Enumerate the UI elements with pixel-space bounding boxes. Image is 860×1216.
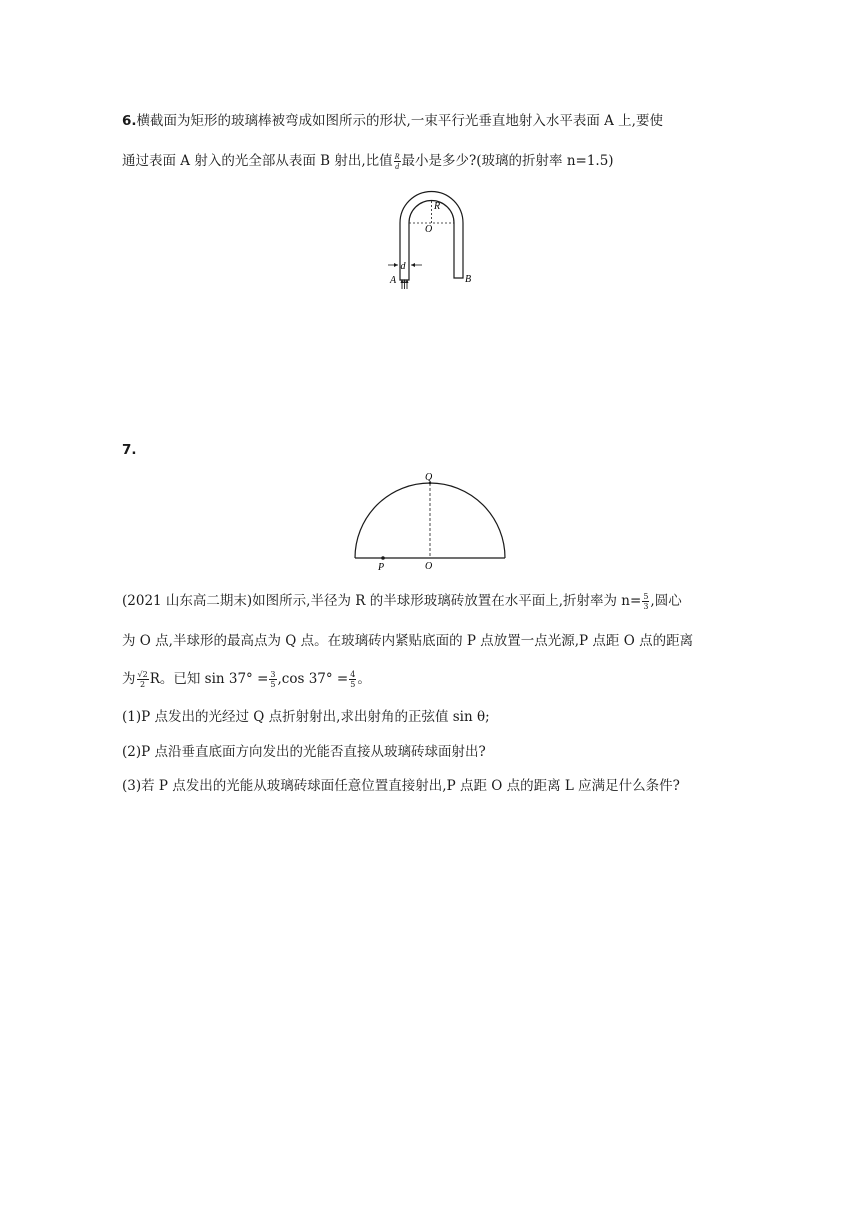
q7-text-3b: R。已知 sin 37° = [149,671,269,687]
q7-sub1-text: (1)P 点发出的光经过 Q 点折射射出,求出射角的正弦值 sin θ; [122,709,490,725]
q6-fig-label-O: O [425,224,433,235]
q7-text-3c: ,cos 37° = [277,671,349,687]
q6-line1 [122,112,663,130]
q7-sub2 [122,743,486,761]
q7-text-2: 为 O 点,半球形的最高点为 Q 点。在玻璃砖内紧贴底面的 P 点放置一点光源,P 点距 O 点的距离 [122,633,694,649]
q6-ratio-fraction: $\frac{R}{d}$ [394,152,400,171]
q7-text-3d: 。 [357,671,371,687]
q6-line2 [122,152,614,171]
q7-fig-label-P: P [378,562,385,573]
q7-text-3a: 为 [122,671,136,687]
q6-fig-label-B: B [465,274,472,285]
q7-text-1b: ,圆心 [650,593,682,609]
q7-fig-label-Q: Q [425,472,433,483]
q6-fig-label-d: d [400,261,406,272]
q7-text-1a: (2021 山东高二期末)如图所示,半径为 R 的半球形玻璃砖放置在水平面上,折射率为 n= [122,593,642,609]
q7-sub2-text: (2)P 点沿垂直底面方向发出的光能否直接从玻璃砖球面射出? [122,744,486,760]
q7-line2 [122,632,693,650]
q6-text-2a: 通过表面 A 射入的光全部从表面 B 射出,比值 [122,153,393,169]
q7-line1 [122,592,682,611]
q7-sub3 [122,777,680,795]
q7-sin-fraction: $\frac{3}{5}$ [270,670,276,689]
q6-figure-bent-glass-rod [380,185,490,295]
q6-text-1: 横截面为矩形的玻璃棒被弯成如图所示的形状,一束平行光垂直地射入水平表面 A 上,要使 [136,113,663,129]
q7-fig-label-O: O [425,561,433,572]
q7-distance-fraction: $\frac{√2}{2}$ [137,670,148,689]
q7-sub3-text: (3)若 P 点发出的光能从玻璃砖球面任意位置直接射出,P 点距 O 点的距离 L 应满足什么条件? [122,778,680,794]
q6-text-2b: 最小是多少?(玻璃的折射率 n=1.5) [401,153,614,169]
q6-fig-label-A: A [390,275,397,286]
q7-cos-fraction: $\frac{4}{5}$ [350,670,356,689]
q7-figure-hemisphere [345,462,515,574]
q7-sub1 [122,708,490,726]
q6-fig-label-R: R [434,201,441,212]
q7-line3 [122,670,371,689]
q7-number-line [122,441,137,459]
q7-n-fraction: $\frac{5}{3}$ [643,592,649,611]
q7-number: 7. [122,442,137,458]
q6-number: 6. [122,113,137,129]
